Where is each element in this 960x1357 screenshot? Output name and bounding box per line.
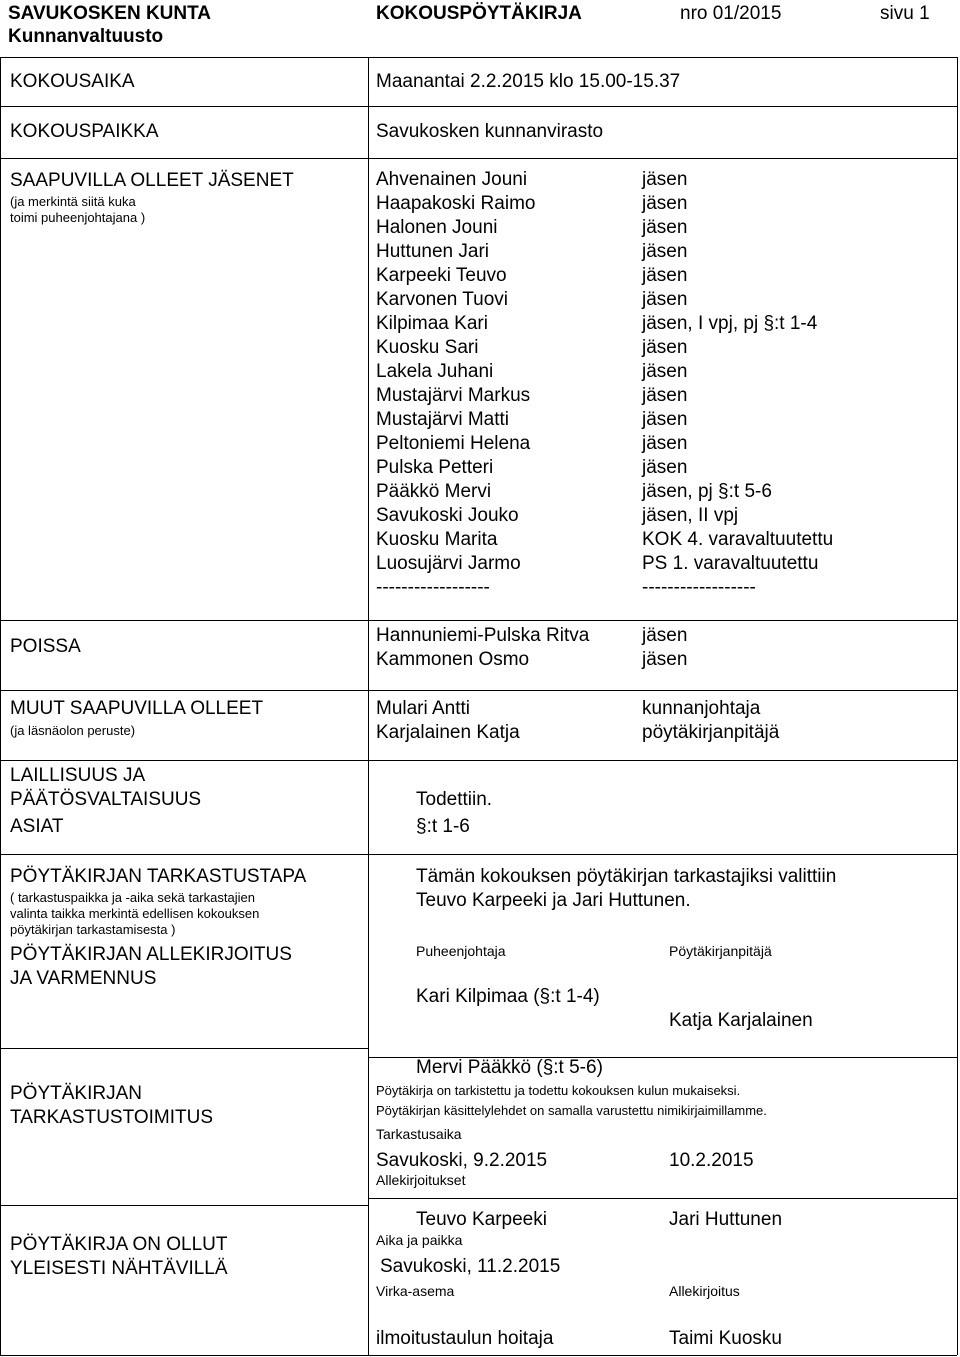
member-name: Karvonen Tuovi [376, 289, 509, 310]
member-name: ------------------ [376, 577, 490, 598]
meeting-place-label: KOKOUSPAIKKA [10, 121, 159, 142]
doc-number: nro 01/2015 [680, 3, 782, 24]
public-position: ilmoitustaulun hoitaja [376, 1328, 554, 1349]
public-time-place-label: Aika ja paikka [376, 1232, 463, 1248]
absent-name-2: Kammonen Osmo [376, 649, 530, 670]
member-role: jäsen, I vpj, pj §:t 1-4 [642, 313, 818, 334]
legality-label-2: PÄÄTÖSVALTAISUUS [10, 789, 202, 810]
others-label: MUUT SAAPUVILLA OLLEET [10, 698, 264, 719]
inspection-time-label: Tarkastusaika [376, 1126, 462, 1142]
member-name: Luosujärvi Jarmo [376, 553, 521, 574]
present-note-1: (ja merkintä siitä kuka [10, 194, 136, 209]
inspection-method-value-2: Teuvo Karpeeki ja Jari Huttunen. [416, 890, 691, 911]
member-name: Pulska Petteri [376, 457, 494, 478]
present-note-2: toimi puheenjohtajana ) [10, 210, 146, 225]
member-name: Kuosku Marita [376, 529, 498, 550]
inspection-date-2: 10.2.2015 [669, 1150, 754, 1171]
meeting-time-value: Maanantai 2.2.2015 klo 15.00-15.37 [376, 71, 681, 92]
others-role-1: kunnanjohtaja [642, 698, 761, 719]
inspection-label-2: TARKASTUSTOIMITUS [10, 1107, 214, 1128]
body-name: Kunnanvaltuusto [8, 26, 164, 47]
legality-value: Todettiin. [416, 789, 493, 810]
page-number: sivu 1 [880, 3, 930, 24]
member-role: jäsen, II vpj [642, 505, 739, 526]
public-time-place: Savukoski, 11.2.2015 [380, 1256, 561, 1277]
member-role: jäsen [642, 361, 688, 382]
member-role: jäsen [642, 289, 688, 310]
absent-role-1: jäsen [642, 625, 688, 646]
member-role: jäsen [642, 457, 688, 478]
inspection-text-1: Pöytäkirja on tarkistettu ja todettu kokouksen kulun mukaiseksi. [376, 1083, 741, 1098]
inspection-method-label: PÖYTÄKIRJAN TARKASTUSTAPA [10, 866, 307, 887]
others-name-2: Karjalainen Katja [376, 722, 520, 743]
others-name-1: Mulari Antti [376, 698, 470, 719]
inspection-place-date: Savukoski, 9.2.2015 [376, 1150, 548, 1171]
doc-type: KOKOUSPÖYTÄKIRJA [376, 3, 582, 24]
inspection-text-2: Pöytäkirjan käsittelylehdet on samalla varustettu nimikirjaimillamme. [376, 1103, 767, 1118]
member-role: jäsen [642, 217, 688, 238]
public-position-label: Virka-asema [376, 1283, 455, 1299]
chair-1-signature: Kari Kilpimaa (§:t 1-4) [416, 986, 600, 1007]
meeting-time-label: KOKOUSAIKA [10, 71, 135, 92]
inspection-label-1: PÖYTÄKIRJAN [10, 1083, 142, 1104]
member-role: PS 1. varavaltuutettu [642, 553, 819, 574]
member-name: Lakela Juhani [376, 361, 494, 382]
secretary-label: Pöytäkirjanpitäjä [669, 943, 772, 959]
member-role: jäsen [642, 241, 688, 262]
public-signer: Taimi Kuosku [669, 1328, 782, 1349]
matters-label: ASIAT [10, 816, 64, 837]
public-label-2: YLEISESTI NÄHTÄVILLÄ [10, 1258, 228, 1279]
member-name: Karpeeki Teuvo [376, 265, 507, 286]
signature-label-1: PÖYTÄKIRJAN ALLEKIRJOITUS [10, 944, 292, 965]
org-name: SAVUKOSKEN KUNTA [8, 3, 212, 24]
others-role-2: pöytäkirjanpitäjä [642, 722, 780, 743]
member-role: jäsen [642, 409, 688, 430]
chair-2-signature: Mervi Pääkkö (§:t 5-6) [416, 1057, 603, 1078]
member-role: jäsen [642, 265, 688, 286]
others-note: (ja läsnäolon peruste) [10, 723, 136, 738]
member-role: jäsen, pj §:t 5-6 [642, 481, 772, 502]
matters-value: §:t 1-6 [416, 816, 470, 837]
inspection-method-note-1: ( tarkastuspaikka ja -aika sekä tarkastajien [10, 890, 255, 905]
inspection-method-note-2: valinta taikka merkintä edellisen kokouksen [10, 906, 260, 921]
public-label-1: PÖYTÄKIRJA ON OLLUT [10, 1234, 228, 1255]
member-name: Savukoski Jouko [376, 505, 519, 526]
inspection-signatures-label: Allekirjoitukset [376, 1172, 466, 1188]
present-label: SAAPUVILLA OLLEET JÄSENET [10, 170, 294, 191]
member-name: Huttunen Jari [376, 241, 490, 262]
absent-label: POISSA [10, 636, 81, 657]
absent-name-1: Hannuniemi-Pulska Ritva [376, 625, 590, 646]
member-role: KOK 4. varavaltuutettu [642, 529, 834, 550]
member-name: Halonen Jouni [376, 217, 498, 238]
member-name: Ahvenainen Jouni [376, 169, 528, 190]
secretary-signature: Katja Karjalainen [669, 1010, 813, 1031]
member-name: Haapakoski Raimo [376, 193, 536, 214]
public-signature-label: Allekirjoitus [669, 1283, 740, 1299]
member-role: jäsen [642, 433, 688, 454]
absent-role-2: jäsen [642, 649, 688, 670]
signature-label-2: JA VARMENNUS [10, 968, 157, 989]
inspection-method-value-1: Tämän kokouksen pöytäkirjan tarkastajiksi valittiin [416, 866, 837, 887]
member-name: Mustajärvi Matti [376, 409, 510, 430]
inspector-2-signature: Jari Huttunen [669, 1209, 783, 1230]
member-role: jäsen [642, 169, 688, 190]
inspector-1-signature: Teuvo Karpeeki [416, 1209, 547, 1230]
member-name: Kuosku Sari [376, 337, 479, 358]
inspection-method-note-3: pöytäkirjan tarkastamisesta ) [10, 922, 176, 937]
member-name: Peltoniemi Helena [376, 433, 531, 454]
legality-label-1: LAILLISUUS JA [10, 765, 146, 786]
member-role: jäsen [642, 193, 688, 214]
member-role: jäsen [642, 385, 688, 406]
chair-label: Puheenjohtaja [416, 943, 506, 959]
meeting-place-value: Savukosken kunnanvirasto [376, 121, 604, 142]
member-role: ------------------ [642, 577, 756, 598]
member-name: Kilpimaa Kari [376, 313, 488, 334]
member-role: jäsen [642, 337, 688, 358]
member-name: Mustajärvi Markus [376, 385, 531, 406]
member-name: Pääkkö Mervi [376, 481, 492, 502]
